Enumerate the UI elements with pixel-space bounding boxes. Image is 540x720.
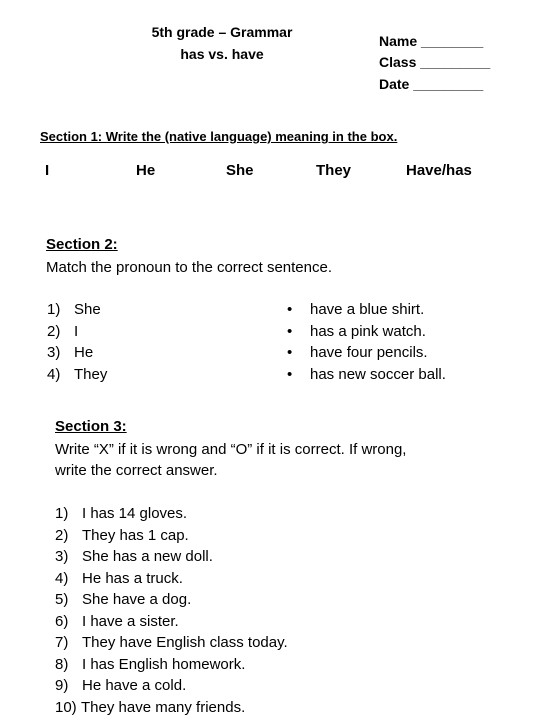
item-number: 5) [55, 591, 69, 608]
class-field-label: Class _________ [379, 54, 491, 70]
section1-heading: Section 1: Write the (native language) meaning in the box. [40, 129, 398, 144]
item-text: They have English class today. [82, 634, 288, 651]
date-field-label: Date _________ [379, 76, 484, 92]
list-item [55, 503, 288, 525]
item-text: They has 1 cap. [82, 526, 189, 544]
item-number: 2) [47, 322, 61, 340]
item-text: They have many friends. [81, 698, 246, 716]
item-number: 9) [55, 677, 69, 694]
item-number: 3) [55, 548, 69, 565]
pronoun-have-has: Have/has [406, 162, 472, 179]
item-text: has new soccer ball. [310, 365, 446, 383]
item-text: He has a truck. [82, 569, 183, 587]
list-item [47, 321, 107, 343]
list-item [55, 546, 288, 568]
item-number: 4) [47, 365, 61, 383]
list-item [47, 364, 107, 386]
list-item [55, 568, 288, 590]
item-number: 2) [55, 526, 69, 544]
section2-heading: Section 2: [46, 236, 118, 253]
item-text: He [74, 344, 94, 361]
item-text: She have a dog. [82, 591, 192, 608]
section3-heading: Section 3: [55, 418, 127, 435]
list-item [47, 299, 107, 321]
item-number: 3) [47, 344, 61, 361]
item-text: I [74, 322, 79, 340]
item-number: 8) [55, 655, 69, 673]
pronoun-he: He [136, 162, 156, 179]
section3-instruction-line1: Write “X” if it is wrong and “O” if it is correct. If wrong, [55, 441, 407, 458]
list-item [55, 611, 288, 633]
item-text: I have a sister. [82, 612, 179, 630]
section2-pronoun-list [47, 299, 107, 385]
item-text: She [74, 301, 101, 318]
item-number: 7) [55, 634, 69, 651]
item-text: She has a new doll. [82, 548, 213, 565]
pronoun-i: I [45, 162, 50, 179]
list-item [55, 632, 288, 654]
item-number: 1) [47, 301, 61, 318]
list-item [55, 697, 288, 719]
pronoun-they: They [316, 162, 352, 179]
section2-sentence-list [287, 299, 446, 385]
item-text: I has 14 gloves. [82, 505, 188, 522]
list-item [287, 321, 446, 343]
item-text: They [74, 365, 108, 383]
name-field-label: Name ________ [379, 33, 484, 49]
item-text: I has English homework. [82, 655, 246, 673]
list-item [287, 364, 446, 386]
worksheet-title: 5th grade – Grammar [151, 24, 293, 40]
pronoun-she: She [226, 162, 254, 179]
item-text: has a pink watch. [310, 322, 426, 340]
list-item [287, 299, 446, 321]
section2-instruction: Match the pronoun to the correct sentence. [46, 259, 333, 276]
list-item [55, 654, 288, 676]
item-number: 6) [55, 612, 69, 630]
list-item [55, 589, 288, 611]
bullet-icon: • [287, 365, 293, 383]
list-item [47, 342, 107, 364]
list-item [55, 525, 288, 547]
section3-instruction-line2: write the correct answer. [55, 462, 218, 479]
item-text: have four pencils. [310, 344, 428, 361]
list-item [287, 342, 446, 364]
item-text: He have a cold. [82, 677, 187, 694]
item-number: 10) [55, 698, 77, 716]
item-text: have a blue shirt. [310, 301, 425, 318]
bullet-icon: • [287, 344, 293, 361]
bullet-icon: • [287, 322, 293, 340]
list-item [55, 675, 288, 697]
item-number: 1) [55, 505, 69, 522]
worksheet-subtitle: has vs. have [180, 46, 264, 62]
bullet-icon: • [287, 301, 293, 318]
item-number: 4) [55, 569, 69, 587]
section3-sentence-list [55, 503, 288, 718]
